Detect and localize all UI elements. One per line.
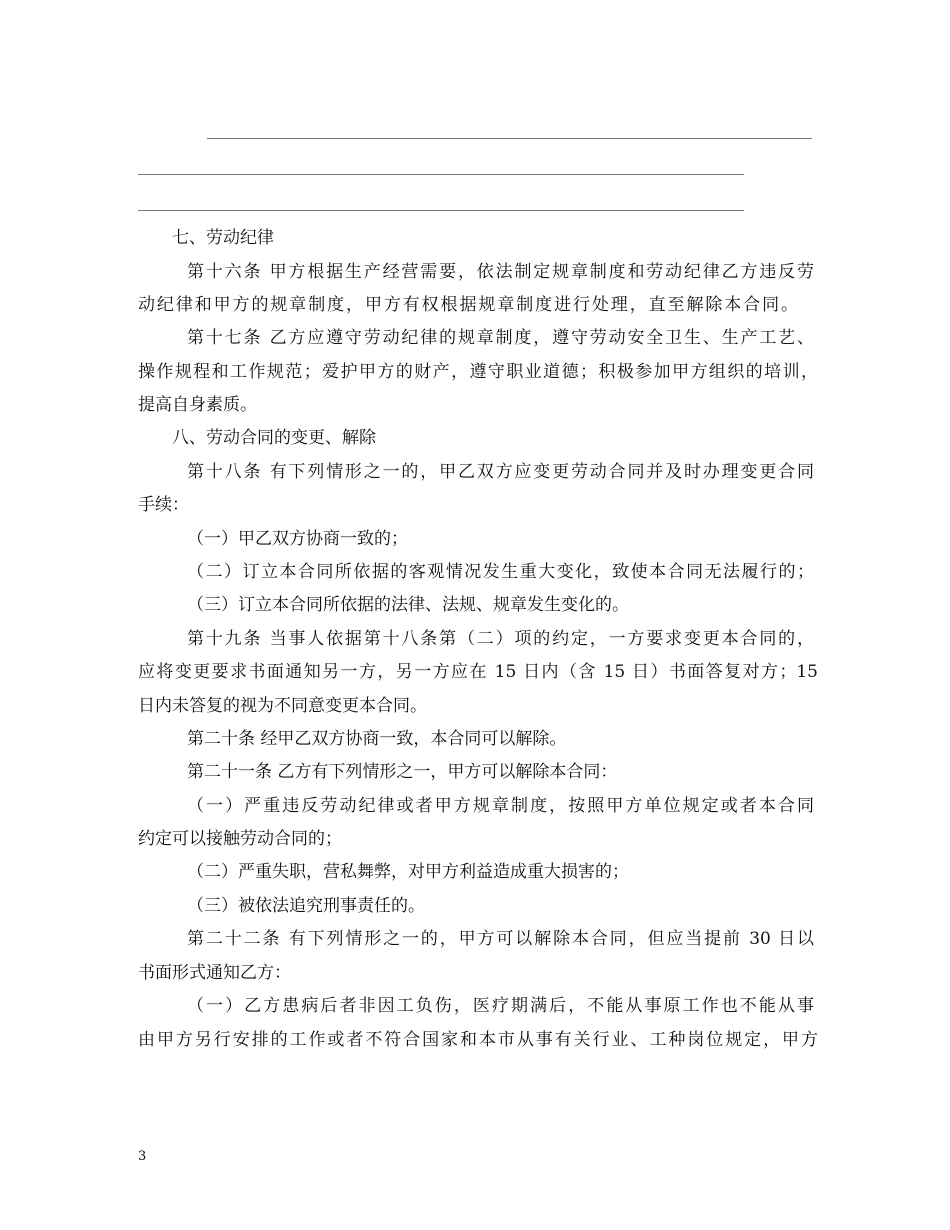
blank-fill-line-3 bbox=[138, 210, 744, 211]
article-18-line-1: 第十八条 有下列情形之一的，甲乙双方应变更劳动合同并及时办理变更合同 bbox=[187, 462, 814, 482]
article-22-line-1: 第二十二条 有下列情形之一的，甲方可以解除本合同，但应当提前 30 日以 bbox=[187, 929, 814, 949]
article-19-line-2: 应将变更要求书面通知另一方，另一方应在 15 日内（含 15 日）书面答复对方；15 bbox=[138, 662, 818, 682]
article-18-item-2: （二）订立本合同所依据的客观情况发生重大变化，致使本合同无法履行的； bbox=[187, 562, 814, 582]
article-17-line-3: 提高自身素质。 bbox=[138, 395, 257, 415]
blank-fill-line-1 bbox=[207, 138, 812, 139]
section-heading-8: 八、劳动合同的变更、解除 bbox=[172, 428, 376, 448]
article-21-item-3: （三）被依法追究刑事责任的。 bbox=[187, 896, 425, 916]
article-18-line-2: 手续： bbox=[138, 495, 189, 515]
article-21-item-2: （二）严重失职，营私舞弊，对甲方利益造成重大损害的； bbox=[187, 862, 629, 882]
article-21-item-1: （一）严重违反劳动纪律或者甲方规章制度，按照甲方单位规定或者本合同 bbox=[187, 796, 814, 816]
blank-fill-line-2 bbox=[138, 174, 744, 175]
article-16-line-2: 动纪律和甲方的规章制度，甲方有权根据规章制度进行处理，直至解除本合同。 bbox=[138, 295, 798, 315]
article-20: 第二十条 经甲乙双方协商一致，本合同可以解除。 bbox=[187, 729, 567, 749]
article-21-line-1: 第二十一条 乙方有下列情形之一，甲方可以解除本合同： bbox=[187, 762, 618, 782]
article-19-line-1: 第十九条 当事人依据第十八条第（二）项的约定，一方要求变更本合同的， bbox=[187, 629, 814, 649]
article-22-item-1: （一）乙方患病后者非因工负伤，医疗期满后，不能从事原工作也不能从事 bbox=[187, 996, 814, 1016]
article-22-line-2: 书面形式通知乙方： bbox=[138, 963, 291, 983]
article-21-item-1-cont: 约定可以接触劳动合同的； bbox=[138, 829, 342, 849]
article-17-line-2: 操作规程和工作规范；爱护甲方的财产，遵守职业道德；积极参加甲方组织的培训， bbox=[138, 362, 818, 382]
article-19-line-3: 日内未答复的视为不同意变更本合同。 bbox=[138, 696, 427, 716]
article-17-line-1: 第十七条 乙方应遵守劳动纪律的规章制度，遵守劳动安全卫生、生产工艺、 bbox=[187, 328, 814, 348]
article-16-line-1: 第十六条 甲方根据生产经营需要，依法制定规章制度和劳动纪律乙方违反劳 bbox=[187, 262, 814, 282]
article-18-item-1: （一）甲乙双方协商一致的； bbox=[187, 529, 408, 549]
article-22-item-1-cont: 由甲方另行安排的工作或者不符合国家和本市从事有关行业、工种岗位规定，甲方 bbox=[138, 1030, 818, 1050]
article-18-item-3: （三）订立本合同所依据的法律、法规、规章发生变化的。 bbox=[187, 595, 629, 615]
page-number: 3 bbox=[138, 1149, 147, 1164]
section-heading-7: 七、劳动纪律 bbox=[172, 228, 274, 248]
